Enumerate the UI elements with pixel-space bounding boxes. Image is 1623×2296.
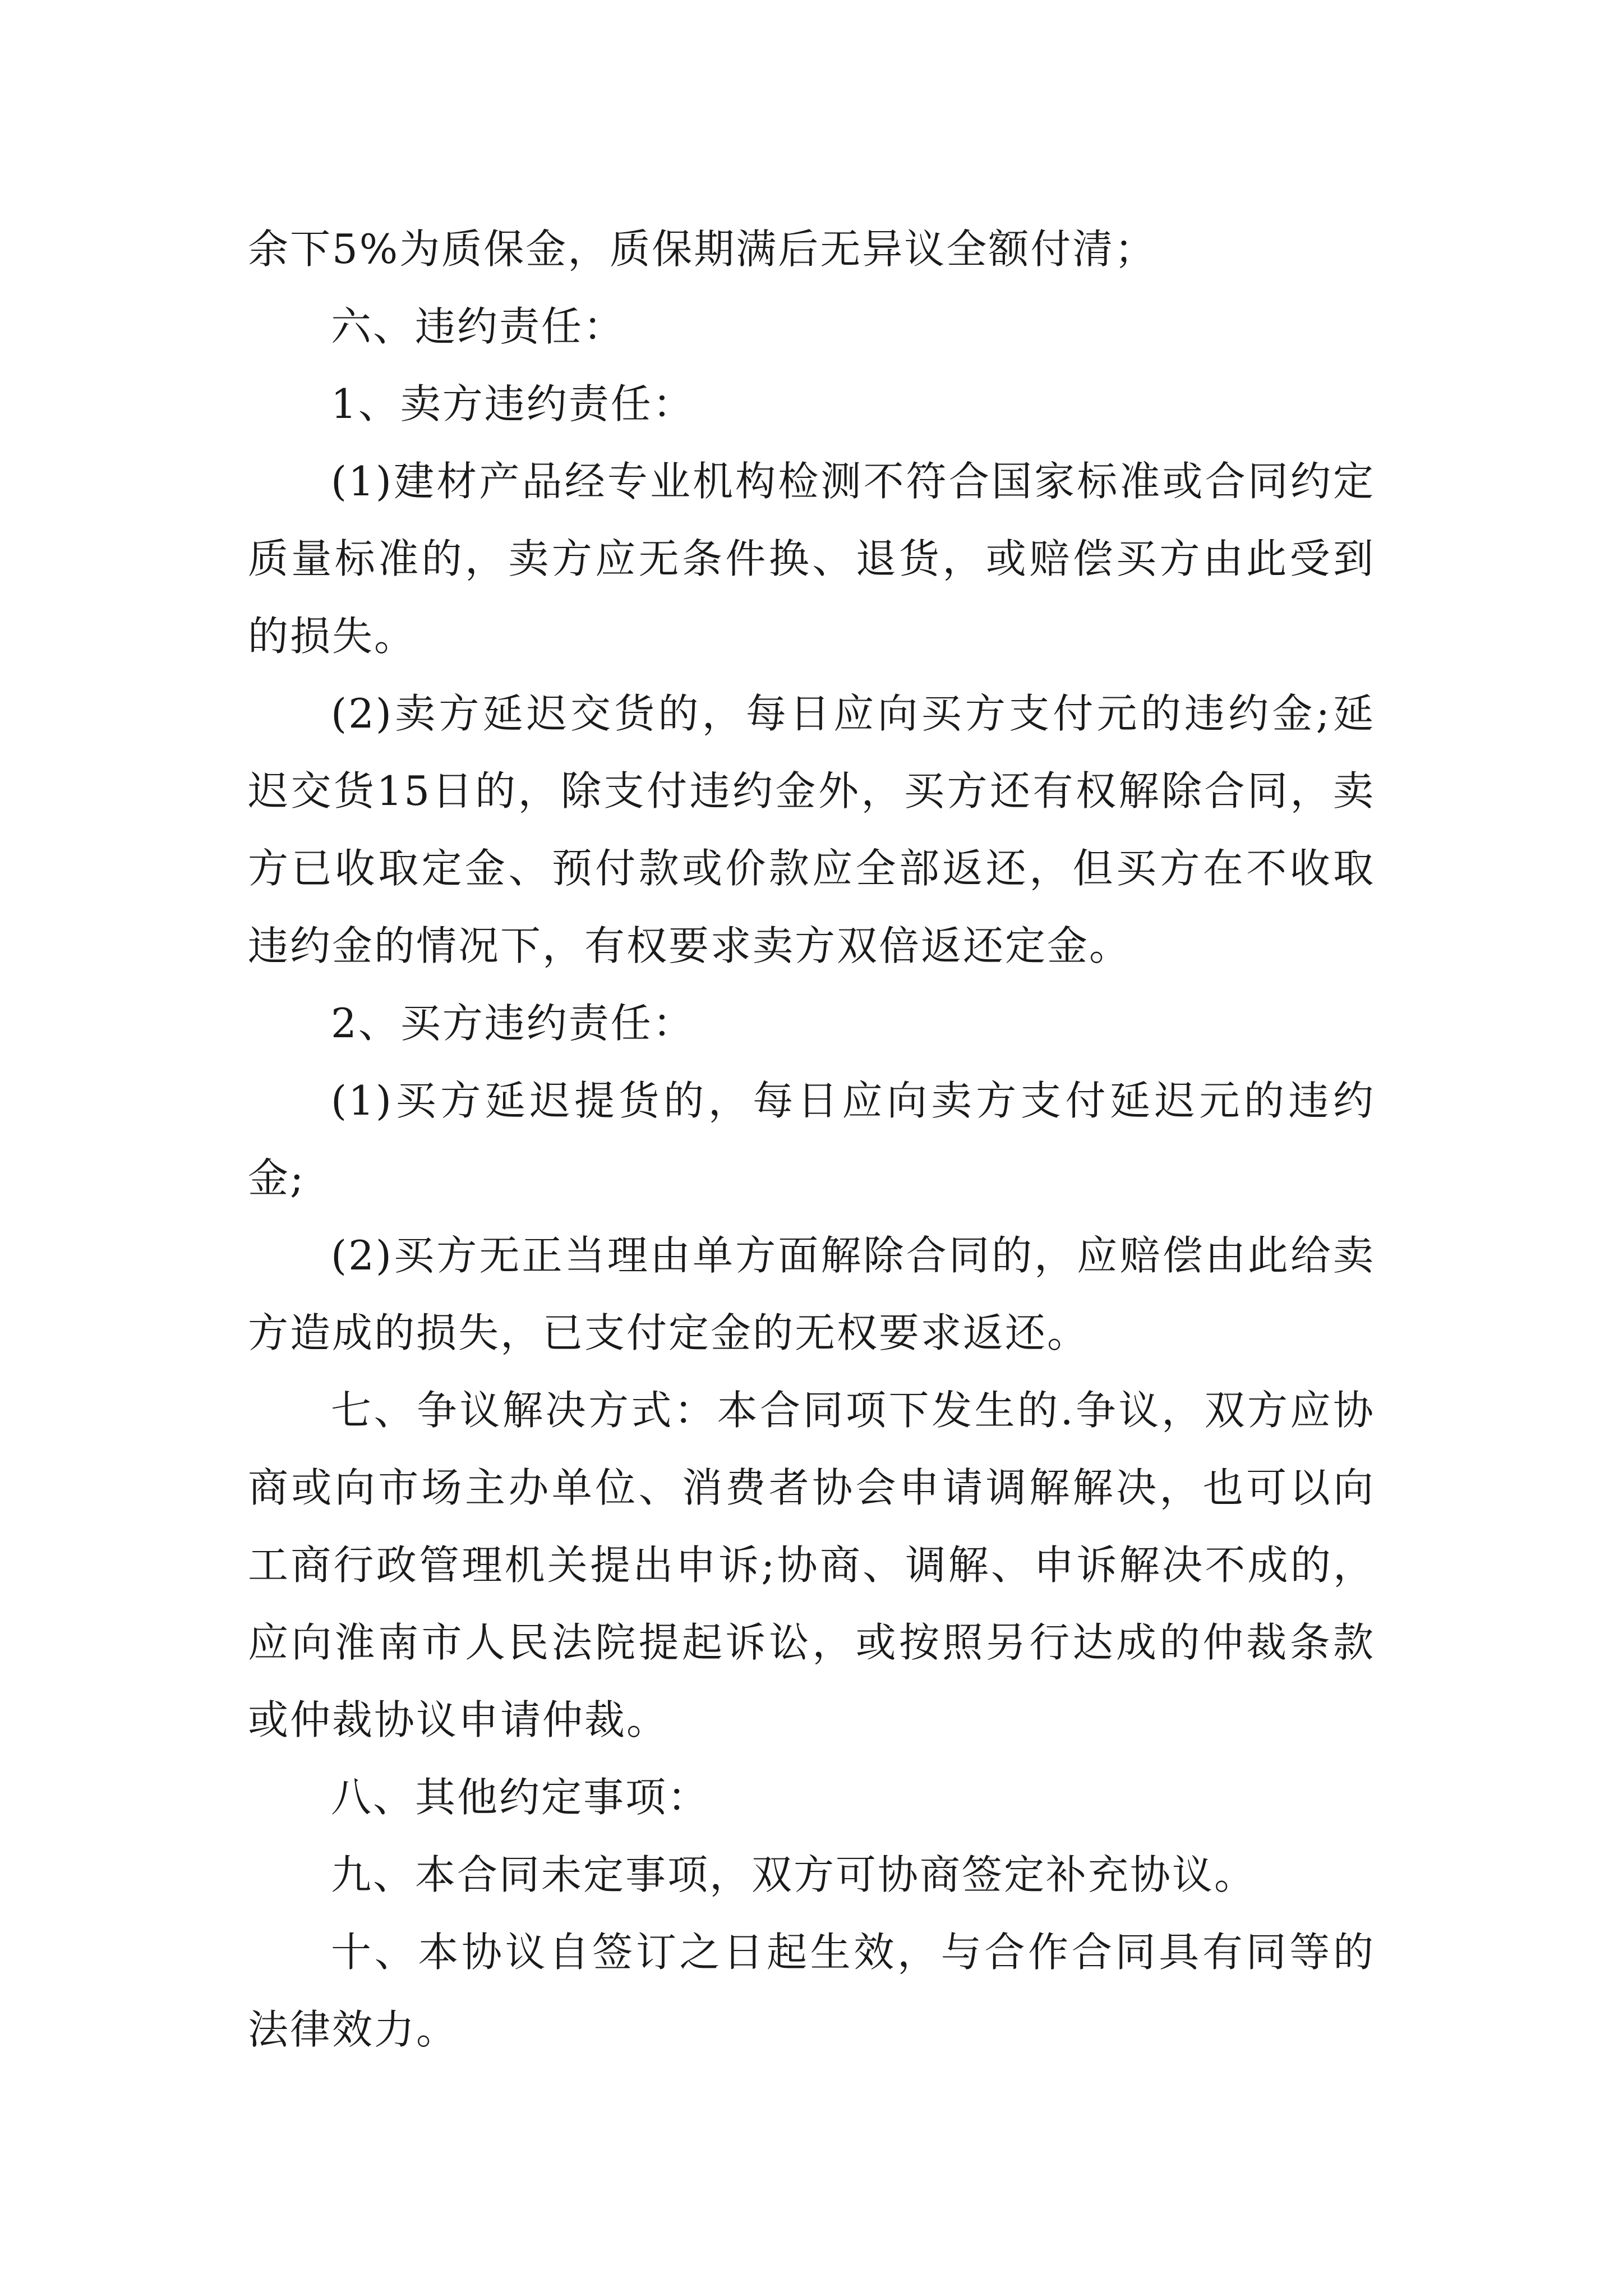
paragraph-dispute-resolution: 七、争议解决方式：本合同项下发生的.争议，双方应协商或向市场主办单位、消费者协会申请调解解决，也可以向工商行政管理机关提出申诉;协商、调解、申诉解决不成的，应向淮南市人民法院提起诉讼，或按照另行达成的仲裁条款或仲裁协议申请仲裁。 — [248, 1387, 1375, 1743]
paragraph-quality-deposit: 余下5%为质保金，质保期满后无异议全额付清； — [248, 226, 1157, 273]
heading-buyer-liability: 2、买方违约责任： — [331, 1000, 695, 1047]
document-body — [248, 210, 1375, 2068]
paragraph-buyer-clause-2: (2)买方无正当理由单方面解除合同的，应赔偿由此给卖方造成的损失，已支付定金的无权要求返还。 — [248, 1232, 1375, 1356]
paragraph-effective-date: 十、本协议自签订之日起生效，与合作合同具有同等的法律效力。 — [248, 1929, 1375, 2053]
paragraph-supplementary: 九、本合同未定事项，双方可协商签定补充协议。 — [331, 1851, 1257, 1898]
paragraph-seller-clause-2: (2)卖方延迟交货的，每日应向买方支付元的违约金;延迟交货15日的，除支付违约金外，买方还有权解除合同，卖方已收取定金、预付款或价款应全部返还，但买方在不收取违约金的情况下，有权要求卖方双倍返还定金。 — [248, 690, 1375, 969]
paragraph-other-matters: 八、其他约定事项： — [331, 1774, 710, 1821]
heading-liability: 六、违约责任： — [331, 303, 626, 350]
heading-seller-liability: 1、卖方违约责任： — [331, 380, 695, 427]
paragraph-buyer-clause-1: (1)买方延迟提货的，每日应向卖方支付延迟元的违约金; — [248, 1077, 1375, 1202]
paragraph-seller-clause-1: (1)建材产品经专业机构检测不符合国家标准或合同约定质量标准的，卖方应无条件换、退货，或赔偿买方由此受到的损失。 — [248, 458, 1375, 660]
